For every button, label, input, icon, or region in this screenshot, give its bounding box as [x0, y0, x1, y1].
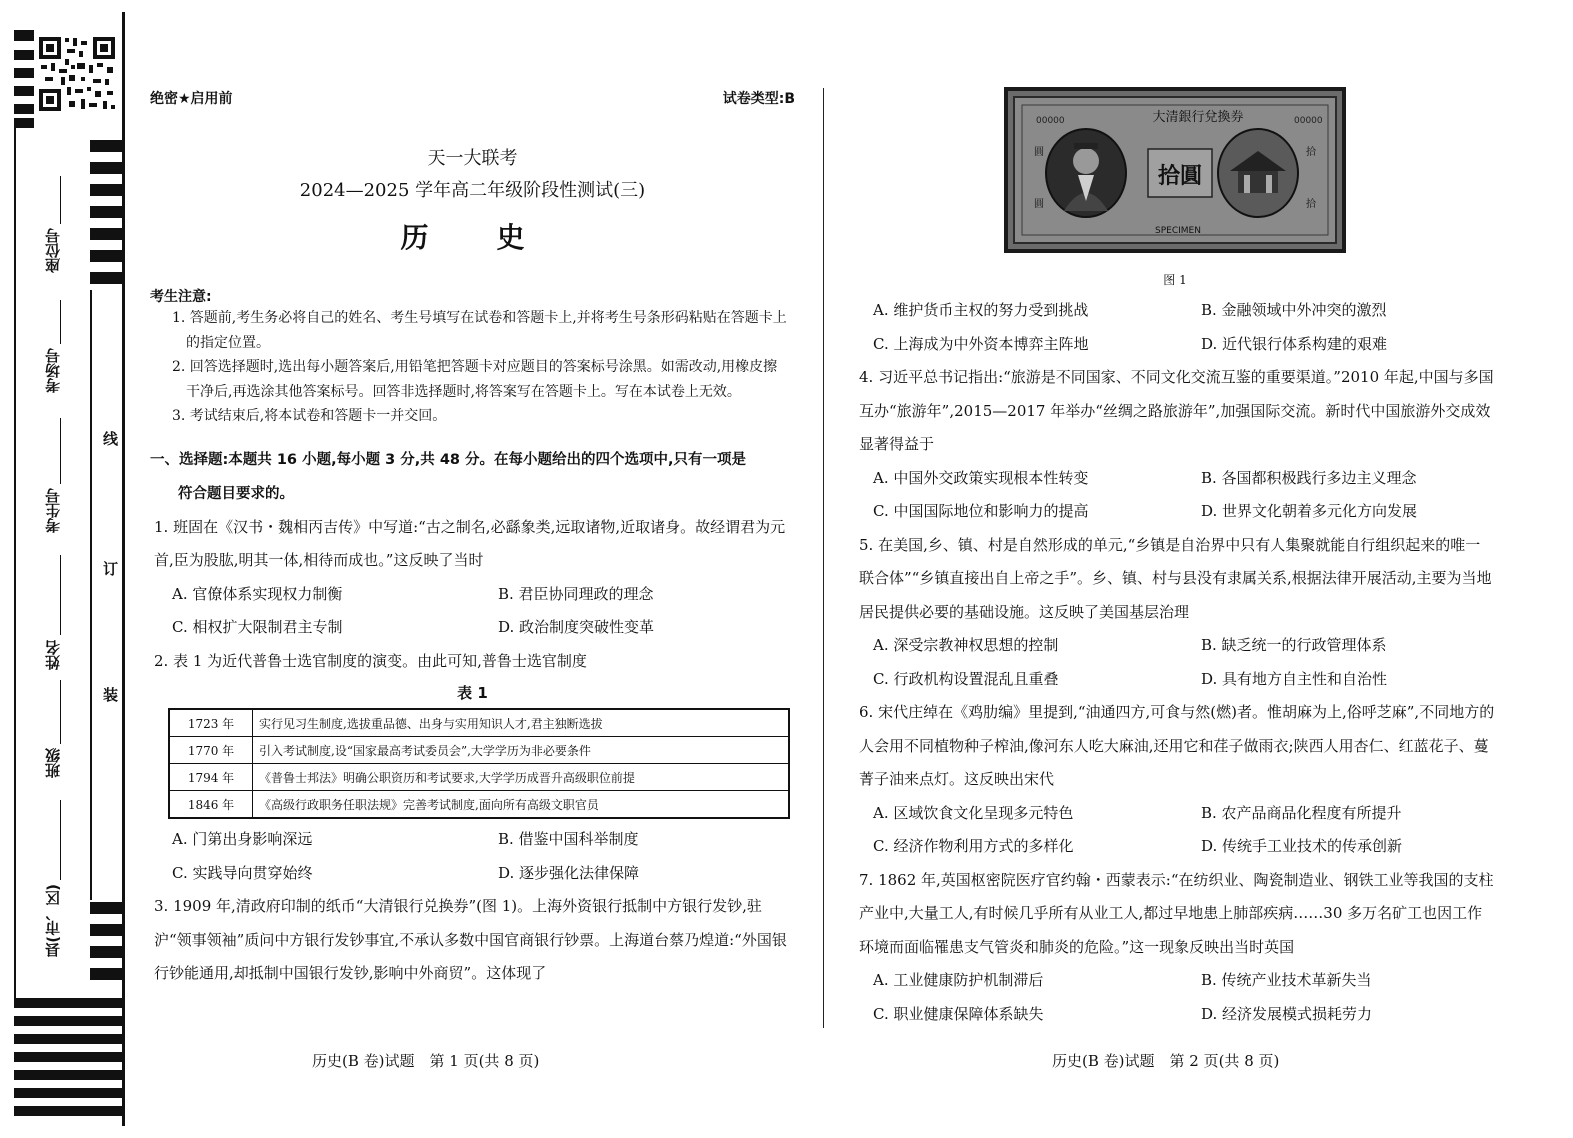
year-cell: 1770 年 [169, 737, 253, 764]
option-d[interactable]: D. 具有地方自主性和自治性 [1201, 669, 1388, 688]
text-cell: 《高级行政职务任职法规》完善考试制度,面向所有高级文职官员 [253, 791, 790, 819]
option-d[interactable]: D. 经济发展模式损耗劳力 [1201, 1004, 1373, 1023]
option-a[interactable]: A. 区域饮食文化呈现多元特色 [873, 803, 1074, 822]
question-5-stem: 5. 在美国,乡、镇、村是自然形成的单元,“乡镇是自治界中只有人集聚就能自行组织起来的唯一联合体”“乡镇直接出自上帝之手”。乡、镇、村与县没有隶属关系,根据法律开展活动,主要为当地居民提供必要的基础设施。这反映了美国基层治理 [859, 535, 1492, 621]
seat-label: 座位号 [44, 228, 62, 273]
binding-ding-mark: 订 [103, 560, 119, 578]
option-b[interactable]: B. 借鉴中国科举制度 [498, 830, 639, 848]
option-c[interactable]: C. 上海成为中外资本博弈主阵地 [873, 334, 1089, 353]
exam-org: 天一大联考 [427, 148, 518, 169]
binding-zhuang-mark: 装 [103, 686, 119, 704]
section-heading-line: 一、选择题:本题共 16 小题,每小题 3 分,共 48 分。在每小题给出的四个选项中,只有一项是 [150, 451, 747, 468]
question-4-options [855, 462, 1495, 529]
option-c[interactable]: C. 相权扩大限制君主专制 [172, 618, 343, 636]
section-heading-line: 符合题目要求的。 [178, 485, 294, 502]
name-label: 姓名 [44, 640, 62, 670]
year-cell: 1846 年 [169, 791, 253, 819]
option-a[interactable]: A. 门第出身影响深远 [172, 830, 313, 848]
table-row [169, 764, 789, 791]
option-b[interactable]: B. 农产品商品化程度有所提升 [1201, 803, 1402, 822]
page-one [150, 80, 795, 991]
option-d[interactable]: D. 政治制度突破性变革 [498, 618, 655, 636]
question-7-options [855, 964, 1495, 1031]
option-b[interactable]: B. 传统产业技术革新失当 [1201, 971, 1372, 989]
option-b[interactable]: B. 缺乏统一的行政管理体系 [1201, 636, 1387, 654]
confidential-mark: 绝密★启用前 [150, 91, 233, 107]
serial-number: 00000 [1036, 116, 1065, 126]
option-c[interactable]: C. 实践导向贯穿始终 [172, 863, 313, 882]
option-c[interactable]: C. 职业健康保障体系缺失 [873, 1004, 1044, 1023]
side-char: 圓 [1034, 147, 1044, 158]
exam-number-field[interactable] [60, 418, 61, 484]
option-a[interactable]: A. 维护货币主权的努力受到挑战 [873, 301, 1089, 319]
binding-margin [0, 0, 130, 1138]
exam-number-label: 考生号 [44, 488, 62, 533]
text-cell: 实行见习生制度,选拔重品德、出身与实用知识人才,君主独断选拔 [253, 709, 790, 737]
option-d[interactable]: D. 传统手工业技术的传承创新 [1201, 837, 1403, 855]
option-a[interactable]: A. 深受宗教神权思想的控制 [873, 636, 1059, 654]
exam-room-field[interactable] [60, 300, 61, 344]
exam-room-label: 考场号 [44, 348, 62, 393]
denomination-text: 拾圓 [1157, 163, 1203, 189]
paper-type: 试卷类型:B [722, 91, 795, 107]
qr-code-icon [37, 35, 117, 113]
serial-number: 00000 [1294, 116, 1323, 126]
option-a[interactable]: A. 中国外交政策实现根本性转变 [873, 468, 1089, 487]
banknote-figure [1004, 87, 1346, 253]
option-a[interactable]: A. 工业健康防护机制滞后 [873, 971, 1044, 989]
side-char: 圓 [1034, 199, 1044, 210]
county-field[interactable] [60, 800, 61, 880]
figure-caption: 图 1 [1163, 273, 1187, 287]
subject-title: 历 史 [400, 221, 545, 254]
exam-title: 2024—2025 学年高二年级阶段性测试(三) [299, 180, 646, 201]
text-cell: 引入考试制度,设“国家最高考试委员会”,大学学历为非必要条件 [253, 737, 790, 764]
specimen-stamp: SPECIMEN [1155, 226, 1201, 236]
seat-field[interactable] [60, 176, 61, 224]
page-footer-right: 历史(B 卷)试题 第 2 页(共 8 页) [1052, 1052, 1280, 1070]
notice-item: 3. 考试结束后,将本试卷和答题卡一并交回。 [172, 408, 447, 424]
option-c[interactable]: C. 经济作物利用方式的多样化 [873, 837, 1074, 855]
option-a[interactable]: A. 官僚体系实现权力制衡 [172, 584, 343, 603]
page-two [855, 80, 1495, 1031]
notice-heading: 考生注意: [150, 289, 212, 305]
class-label: 班级 [44, 748, 62, 778]
year-cell: 1794 年 [169, 764, 253, 791]
question-3-options [855, 294, 1495, 361]
name-field[interactable] [60, 555, 61, 635]
option-c[interactable]: C. 中国国际地位和影响力的提高 [873, 502, 1089, 520]
option-d[interactable]: D. 世界文化朝着多元化方向发展 [1201, 502, 1418, 520]
table-row [169, 709, 789, 737]
question-6-stem: 6. 宋代庄绰在《鸡肋编》里提到,“油通四方,可食与然(燃)者。惟胡麻为上,俗呼芝麻”,不同地方的人会用不同植物种子榨油,像河东人吃大麻油,还用它和荏子做雨衣;陕西人用杏仁、红蓝花子、蔓菁子油来点灯。这反映出宋代 [859, 703, 1495, 788]
side-char: 拾 [1306, 147, 1316, 158]
question-6-options [855, 797, 1495, 864]
option-b[interactable]: B. 各国都积极践行多边主义理念 [1201, 468, 1417, 487]
section-heading [150, 443, 795, 511]
option-c[interactable]: C. 行政机构设置混乱且重叠 [873, 669, 1059, 688]
question-5-options [855, 629, 1495, 696]
option-b[interactable]: B. 金融领域中外冲突的激烈 [1201, 301, 1387, 319]
side-char: 拾 [1306, 199, 1316, 210]
question-1-stem: 1. 班固在《汉书・魏相丙吉传》中写道:“古之制名,必繇象类,远取诸物,近取诸身。故经谓君为元首,臣为股肱,明其一体,相待而成也。”这反映了当时 [154, 517, 786, 569]
option-d[interactable]: D. 逐步强化法律保障 [498, 863, 640, 882]
notice-item: 2. 回答选择题时,选出每小题答案后,用铅笔把答题卡对应题目的答案标号涂黑。如需改动,用橡皮擦干净后,再选涂其他答案标号。回答非选择题时,将答案写在答题卡上。写在本试卷上无效。 [172, 359, 778, 400]
prussia-table [168, 708, 790, 819]
county-label: 县(市、区) [44, 884, 62, 958]
table-row [169, 791, 789, 819]
page-divider [823, 88, 824, 1028]
banknote-title: 大清銀行兌換券 [1152, 110, 1244, 125]
question-4-stem: 4. 习近平总书记指出:“旅游是不同国家、不同文化交流互鉴的重要渠道。”2010 年起,中国与多国互办“旅游年”,2015—2017 年举办“丝绸之路旅游年”,加强国际交流。新时代中国旅游外交成效显著得益于 [859, 368, 1494, 453]
question-7-stem: 7. 1862 年,英国枢密院医疗官约翰・西蒙表示:“在纺织业、陶瓷制造业、钢铁工业等我国的支柱产业中,大量工人,有时候几乎所有从业工人,都过早地患上肺部疾病……30 多万名矿工也因工作环境而面临罹患支气管炎和肺炎的危险。”这一现象反映出当时英国 [859, 870, 1494, 956]
class-field[interactable] [60, 680, 61, 744]
notice-item: 1. 答题前,考生务必将自己的姓名、考生号填写在试卷和答题卡上,并将考生号条形码粘贴在答题卡上的指定位置。 [172, 310, 787, 351]
binding-line-mark: 线 [103, 430, 119, 448]
table-caption: 表 1 [457, 684, 488, 702]
question-2-options [150, 823, 795, 890]
option-d[interactable]: D. 近代银行体系构建的艰难 [1201, 334, 1388, 353]
text-cell: 《普鲁士邦法》明确公职资历和考试要求,大学学历成晋升高级职位前提 [253, 764, 790, 791]
question-2-stem: 2. 表 1 为近代普鲁士选官制度的演变。由此可知,普鲁士选官制度 [154, 651, 587, 670]
year-cell: 1723 年 [169, 709, 253, 737]
table-row [169, 737, 789, 764]
option-b[interactable]: B. 君臣协同理政的理念 [498, 584, 654, 603]
question-3-stem: 3. 1909 年,清政府印制的纸币“大清银行兑换券”(图 1)。上海外资银行抵制中方银行发钞,驻沪“领事领袖”质问中方银行发钞事宜,不承认多数中国官商银行钞票。上海道台蔡乃煌道:“外国银行钞能通用,却抵制中国银行发钞,影响中外商贸”。这体现了 [154, 897, 787, 982]
banknote-image [1008, 91, 1342, 249]
question-1-options [150, 578, 795, 645]
page-footer-left: 历史(B 卷)试题 第 1 页(共 8 页) [312, 1052, 540, 1070]
